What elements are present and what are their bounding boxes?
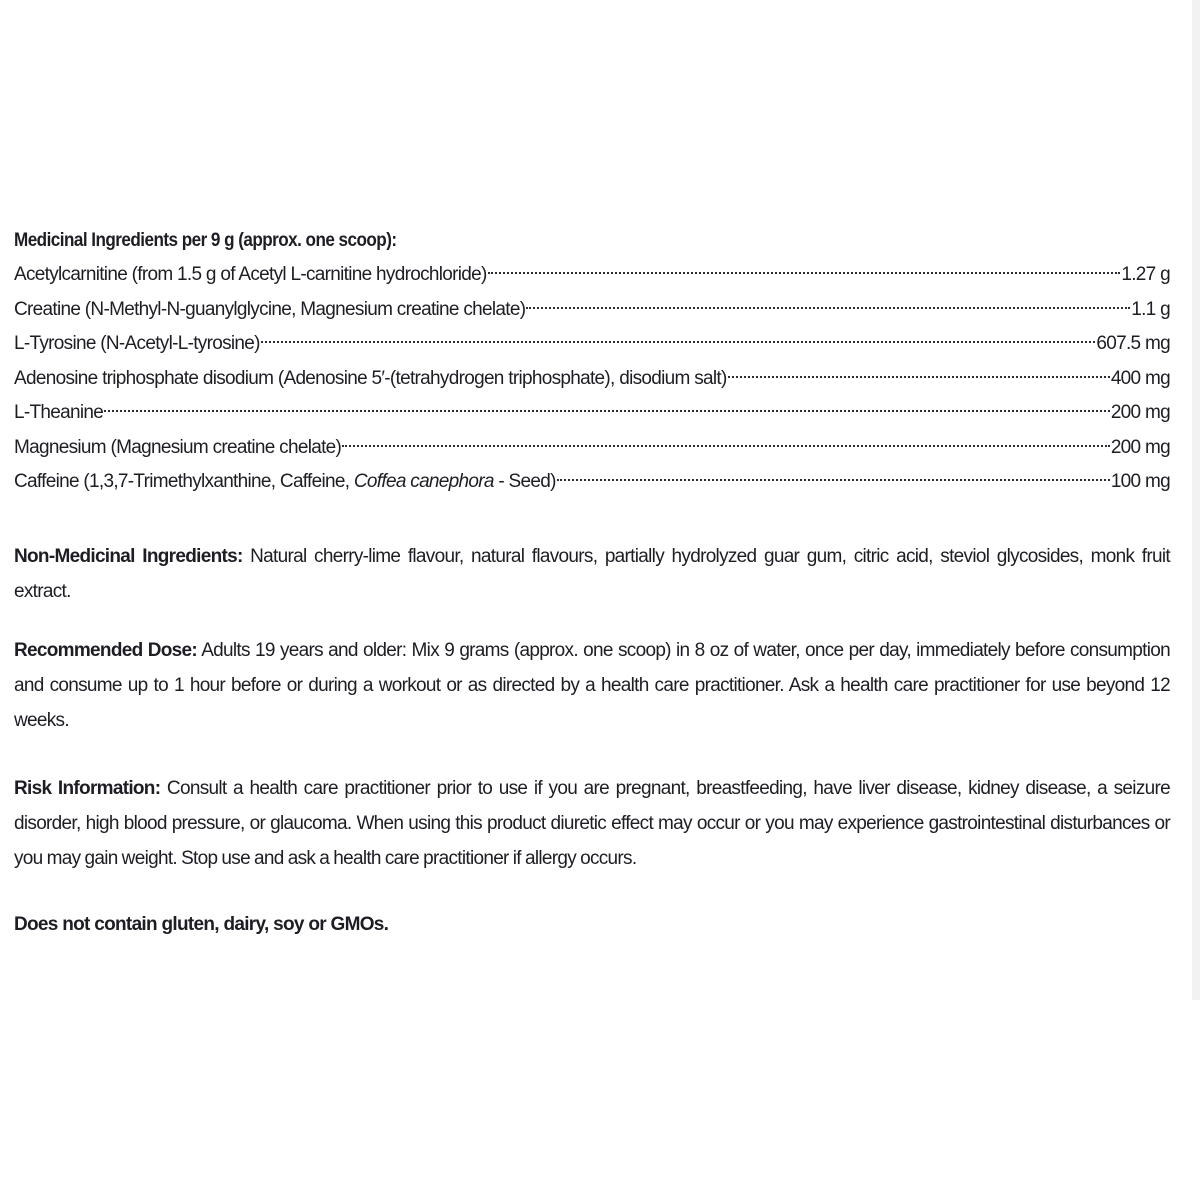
ingredient-name — [14, 465, 556, 500]
ingredient-amount: 400 mg — [1110, 367, 1170, 389]
recommended-dose-label: Recommended Dose: — [14, 639, 198, 661]
ingredient-amount: 200 mg — [1110, 402, 1170, 423]
ingredient-name: L-Theanine — [14, 402, 104, 423]
ingredient-row — [14, 396, 1170, 431]
allergen-free-statement: Does not contain gluten, dairy, soy or GMOs. — [14, 913, 389, 935]
medicinal-ingredients-list — [14, 258, 1170, 500]
dot-leader — [104, 410, 1110, 412]
non-medicinal-label: Non-Medicinal Ingredients: — [14, 545, 243, 567]
risk-information-text: Consult a health care practitioner prior to use if you are pregnant, breastfeeding, have liver disease, kidney disease, a seizure disorder, high blood pressure, or glaucoma. When using this product diuretic effect may occur or you may experience gastrointestinal disturbances or you may gain weight. Stop use and ask a health care practitioner if allergy occurs. — [14, 777, 1170, 869]
dot-leader — [488, 272, 1121, 274]
risk-information — [14, 771, 1170, 876]
ingredient-amount: 200 mg — [1110, 436, 1170, 458]
ingredient-amount: 607.5 mg — [1096, 333, 1170, 354]
ingredient-amount: 100 mg — [1110, 471, 1170, 492]
ingredient-row — [14, 465, 1170, 500]
recommended-dose — [14, 633, 1170, 738]
right-edge-strip — [1192, 0, 1200, 1000]
non-medicinal-text: Natural cherry-lime flavour, natural flavours, partially hydrolyzed guar gum, citric acid, steviol glycosides, monk fruit extract. — [14, 545, 1170, 602]
ingredient-row — [14, 258, 1170, 293]
supplement-label — [14, 224, 1170, 942]
ingredient-row — [14, 362, 1170, 397]
recommended-dose-text: Adults 19 years and older: Mix 9 grams (approx. one scoop) in 8 oz of water, once per day, immediately before consumption and consume up to 1 hour before or during a workout or as directed by a health care practitioner. Ask a health care practitioner for use beyond 12 weeks. — [14, 639, 1170, 731]
ingredient-amount: 1.27 g — [1121, 264, 1170, 285]
ingredient-name: Adenosine triphosphate disodium (Adenosine 5′-(tetrahydrogen triphosphate), disodium salt) — [14, 367, 727, 389]
ingredient-name: L-Tyrosine (N-Acetyl-L-tyrosine) — [14, 333, 260, 354]
dot-leader — [526, 307, 1130, 309]
ingredient-row — [14, 431, 1170, 466]
dot-leader — [342, 445, 1110, 447]
dot-leader — [728, 376, 1110, 378]
medicinal-ingredients-heading: Medicinal Ingredients per 9 g (approx. one scoop): — [14, 230, 397, 251]
risk-information-label: Risk Information: — [14, 777, 161, 799]
ingredient-name-italic: Coffea canephora — [353, 471, 494, 492]
ingredient-name-suffix: - Seed) — [493, 471, 556, 492]
ingredient-name: Creatine (N-Methyl-N-guanylglycine, Magnesium creatine chelate) — [14, 298, 526, 320]
non-medicinal-ingredients — [14, 539, 1170, 609]
ingredient-name-prefix: Caffeine (1,3,7-Trimethylxanthine, Caffeine, — [14, 471, 354, 492]
ingredient-name: Magnesium (Magnesium creatine chelate) — [14, 436, 342, 458]
ingredient-amount: 1.1 g — [1131, 298, 1170, 320]
dot-leader — [261, 341, 1096, 343]
ingredient-row — [14, 293, 1170, 328]
ingredient-row — [14, 327, 1170, 362]
ingredient-name: Acetylcarnitine (from 1.5 g of Acetyl L-carnitine hydrochloride) — [14, 264, 487, 285]
dot-leader — [557, 479, 1110, 481]
